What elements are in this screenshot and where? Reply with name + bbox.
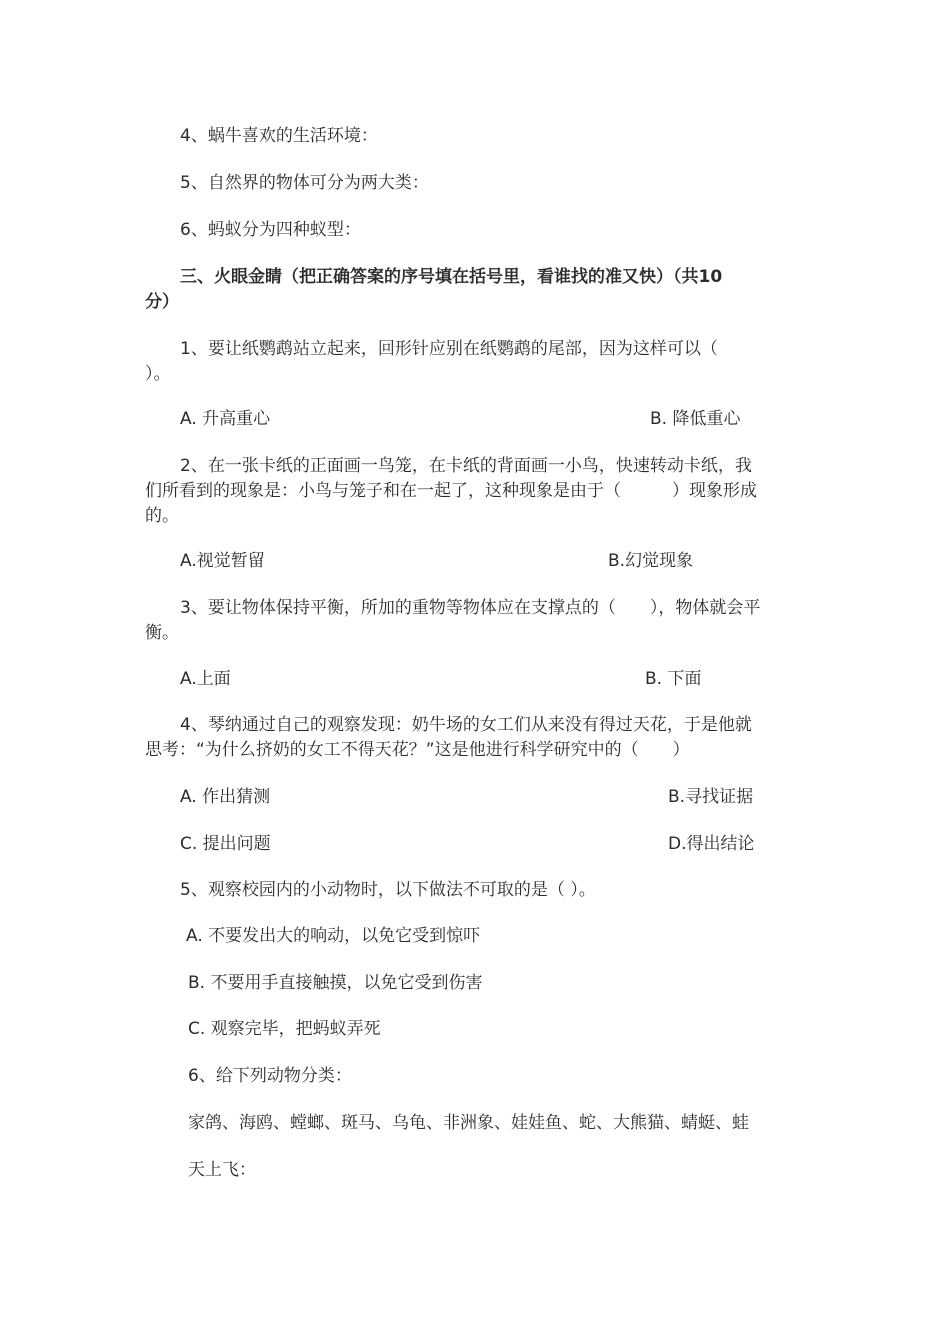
fill-in-q6: 6、蚂蚁分为四种蚁型： — [180, 220, 361, 240]
question-3-line-1: 3、要让物体保持平衡，所加的重物等物体应在支撑点的（ ），物体就会平 — [180, 598, 761, 618]
question-2-line-1: 2、在一张卡纸的正面画一鸟笼，在卡纸的背面画一小鸟，快速转动卡纸，我 — [180, 456, 752, 476]
question-5-option-a: A. 不要发出大的响动，以免它受到惊吓 — [186, 926, 481, 946]
question-1-line-1: 1、要让纸鹦鹉站立起来，回形针应别在纸鹦鹉的尾部，因为这样可以（ — [180, 339, 718, 359]
question-3-option-b: B. 下面 — [645, 669, 702, 689]
question-1-option-a: A. 升高重心 — [180, 409, 271, 429]
question-3-option-a: A.上面 — [180, 669, 231, 689]
fill-in-q5: 5、自然界的物体可分为两大类： — [180, 173, 429, 193]
question-1-option-b: B. 降低重心 — [650, 409, 741, 429]
question-5-option-b: B. 不要用手直接触摸，以免它受到伤害 — [188, 973, 483, 993]
question-6-line-1: 6、给下列动物分类： — [188, 1066, 352, 1086]
question-4-option-c: C. 提出问题 — [180, 834, 271, 854]
question-4-line-1: 4、琴纳通过自己的观察发现：奶牛场的女工们从来没有得过天花，于是他就 — [180, 715, 752, 735]
question-4-option-d: D.得出结论 — [668, 834, 755, 854]
question-2-option-b: B.幻觉现象 — [608, 551, 694, 571]
question-4-line-2: 思考：“为什么挤奶的女工不得天花？”这是他进行科学研究中的（ ） — [145, 740, 690, 760]
question-2-line-3: 的。 — [145, 506, 179, 526]
fill-in-q4: 4、蜗牛喜欢的生活环境： — [180, 126, 378, 146]
question-3-line-2: 衡。 — [145, 623, 179, 643]
question-5-line-1: 5、观察校园内的小动物时，以下做法不可取的是（ ）。 — [180, 880, 596, 900]
section3-heading-line2: 分） — [145, 292, 179, 312]
section3-heading-line1: 三、火眼金睛（把正确答案的序号填在括号里，看谁找的准又快）（共10 — [180, 267, 723, 287]
question-4-option-a: A. 作出猜测 — [180, 787, 271, 807]
question-4-option-b: B.寻找证据 — [668, 787, 754, 807]
question-2-option-a: A.视觉暂留 — [180, 551, 265, 571]
question-6-category-sky: 天上飞： — [188, 1160, 256, 1180]
question-1-line-2: ）。 — [145, 364, 171, 384]
question-6-animal-list: 家鸽、海鸥、螳螂、斑马、乌龟、非洲象、娃娃鱼、蛇、大熊猫、蜻蜓、蛙 — [188, 1113, 749, 1133]
question-2-line-2: 们所看到的现象是：小鸟与笼子和在一起了，这种现象是由于（ ）现象形成 — [145, 481, 757, 501]
question-5-option-c: C. 观察完毕，把蚂蚁弄死 — [188, 1019, 381, 1039]
